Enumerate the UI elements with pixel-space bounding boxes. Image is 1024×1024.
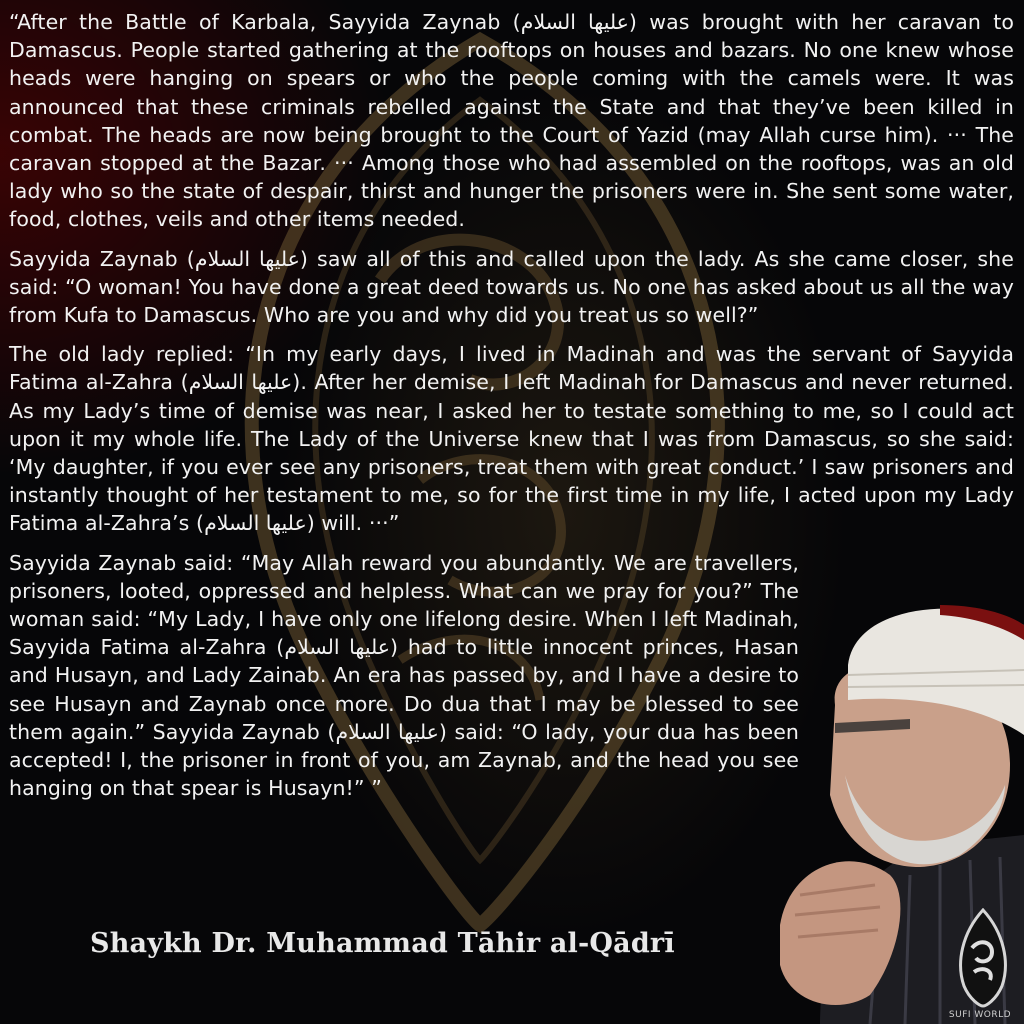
logo-caption: SUFI WORLD xyxy=(948,1010,1012,1020)
paragraph-2: Sayyida Zaynab (عليها السلام) saw all of this and called upon the lady. As she came closer, she said: “O woman! You have done a great deed towards us. No one has asked about us all the way from Kufa to Damascus. Who are you and why did you treat us so well?” xyxy=(9,246,1014,328)
paragraph-1: “After the Battle of Karbala, Sayyida Zaynab (عليها السلام) was brought with her caravan to Damascus. People started gathering at the rooftops on houses and bazars. No one knew whose heads were hanging on spears or who the people coming with the camels were. It was announced that these criminals rebelled against the State and that they’ve been killed in combat. The heads are now being brought to the Court of Yazid (may Allah curse him). ··· The caravan stopped at the Bazar. ··· Among those who had assembled on the rooftops, was an old lady who so the state of despair, thirst and hunger the prisoners were in. She sent some water, food, clothes, veils and other items needed. xyxy=(9,10,1014,232)
author-signature: Shaykh Dr. Muhammad Tāhir al-Qādrī xyxy=(90,928,675,959)
paragraph-4: Sayyida Zaynab said: “May Allah reward you abundantly. We are travellers, prisoners, looted, oppressed and helpless. What can we pray for you?” The woman said: “My Lady, I have only one lifelong desire. When I left Madinah, Sayyida Fatima al-Zahra (عليها السلام) had to little innocent princes, Hasan and Husayn, and Lady Zainab. An era has passed by, and I have a desire to see Husayn and Zaynab once more. Do dua that I may be blessed to see them again.” Sayyida Zaynab (عليها السلام) said: “O lady, your dua has been accepted! I, the prisoner in front of you, am Zaynab, and the head you see hanging on that spear is Husayn!” ” xyxy=(9,550,800,801)
paragraph-3: The old lady replied: “In my early days, I lived in Madinah and was the servant of Sayyida Fatima al-Zahra (عليها السلام). After her demise, I left Madinah for Damascus and never returned. As my Lady’s time of demise was near, I asked her to testate something to me, so I could act upon it my whole life. The Lady of the Universe knew that I was from Damascus, so she said: ‘My daughter, if you ever see any prisoners, treat them with great conduct.’ I saw prisoners and instantly thought of her testament to me, so for the first time in my life, I acted upon my Lady Fatima al-Zahra’s (عليها السلام) will. ···” xyxy=(9,342,1015,536)
sufi-world-logo-icon xyxy=(952,908,1014,1008)
